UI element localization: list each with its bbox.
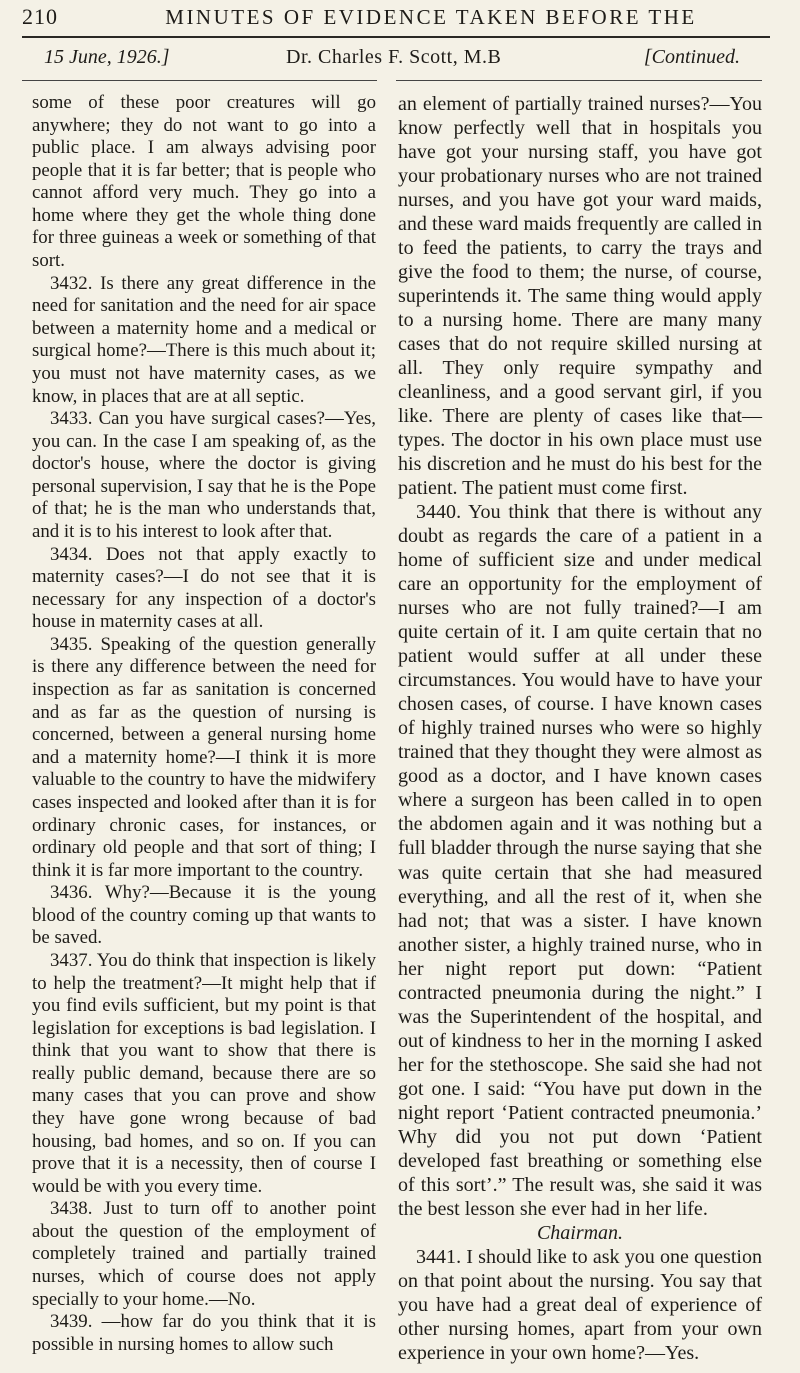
subheader-rule-left	[22, 80, 377, 81]
paragraph: 3435. Speaking of the question generally is there any difference between the need for inspection as far as sanitation is concerned and as far as the question of nursing is concerned, between a general nursing home and a maternity home?—I think it is more valuable to the country to have the midwifery cases inspected and looked after than it is for ordinary chronic cases, for instances, or ordinary old people and that sort of thing; I think it is far more important to the country.	[32, 633, 376, 881]
paragraph: an element of partially trained nurses?—You know perfectly well that in hospitals you have got your nursing staff, you have got your probationary nurses who are not trained nurses, and you have got your ward maids, and these ward maids frequently are called in to feed the patients, to carry the trays and give the food to them; the nurse, of course, superintends it. The same thing would apply to a nursing home. There are many many cases that do not require skilled nursing at all. They only require sympathy and cleanliness, and a good servant girl, if you like. There are plenty of cases like that—types. The doctor in his own place must use his discretion and he must do his best for the patient. The patient must come first.	[398, 93, 762, 500]
subheader	[22, 46, 770, 74]
page-number: 210	[22, 4, 58, 29]
paragraph: 3432. Is there any great difference in the need for sanitation and the need for air space between a maternity home and a medical or surgical home?—There is this much about it; you must not have maternity cases, as we know, in places that are at all septic.	[32, 272, 376, 407]
running-head	[22, 4, 770, 34]
paragraph: 3440. You think that there is without any doubt as regards the care of a patient in a home of sufficient size and under medical care an opportunity for the employment of nurses who are not fully trained?—I am quite certain of it. I am quite certain that no patient would suffer at all under these circumstances. You would have to have your chosen cases, of course. I have known cases of highly trained nurses who were so highly trained that they thought they were almost as good as a doctor, and I have known cases where a surgeon has been called in to open the abdomen again and it was nothing but a full bladder through the nurse saying that she was quite certain that she had measured everything, and all the rest of it, when she had not; that was a sister. I have known another sister, a highly trained nurse, who in her night report put down: “Patient contracted pneumonia during the night.” I was the Superintendent of the hospital, and out of kindness to her in the morning I asked her for the stethoscope. She said she had not got one. I said: “You have put down in the night report ‘Patient contracted pneumonia.’ Why did you not put down ‘Patient developed fast breathing or something else of this sort’.” The result was, she said it was the best lesson she ever had in her life.	[398, 501, 762, 1220]
header-rule	[22, 36, 770, 38]
paragraph: 3437. You do think that inspection is likely to help the treatment?—It might help that if you find evils sufficient, but my point is that legislation for exceptions is bad legislation. I think that you want to show that there is really public demand, because there are so many cases that you can prove and show they have gone wrong because of bad housing, bad homes, and so on. If you can prove that it is a necessity, then of course I would be with you every time.	[32, 949, 376, 1197]
hearing-date: 15 June, 1926.]	[44, 46, 170, 68]
paragraph: 3441. I should like to ask you one question on that point about the nursing. You say that you have had a great deal of experience of other nursing homes, apart from your own experience in your own home?—Yes.	[398, 1245, 762, 1364]
paragraph: some of these poor creatures will go anywhere; they do not want to go into a public place. I am always advising poor people that it is far better; that is people who cannot afford very much. They go into a home where they get the whole thing done for three guineas a week or something of that sort.	[32, 92, 376, 272]
right-column	[398, 92, 762, 1365]
paragraph: 3439. —how far do you think that it is possible in nursing homes to allow such	[32, 1311, 376, 1355]
running-title: MINUTES OF EVIDENCE TAKEN BEFORE THE	[165, 5, 697, 29]
continued-label: [Continued.	[643, 46, 740, 68]
paragraph: 3434. Does not that apply exactly to maternity cases?—I do not see that it is necessary for any inspection of a doctor's house in maternity cases at all.	[32, 543, 376, 633]
chairman-heading: Chairman.	[536, 1221, 624, 1244]
paragraph: 3438. Just to turn off to another point about the question of the employment of completely trained and partially trained nurses, which of course does not apply specially to your home.—No.	[32, 1198, 376, 1310]
subheader-rule-right	[396, 80, 762, 81]
paragraph: 3433. Can you have surgical cases?—Yes, you can. In the case I am speaking of, as the doctor's house, where the doctor is giving personal supervision, I say that he is the Pope of that; he is the man who understands that, and it is to his interest to look after that.	[32, 408, 376, 542]
left-column	[32, 92, 376, 1356]
witness-name: Dr. Charles F. Scott, M.B	[286, 46, 502, 68]
paragraph: 3436. Why?—Because it is the young blood of the country coming up that wants to be saved.	[32, 882, 376, 949]
